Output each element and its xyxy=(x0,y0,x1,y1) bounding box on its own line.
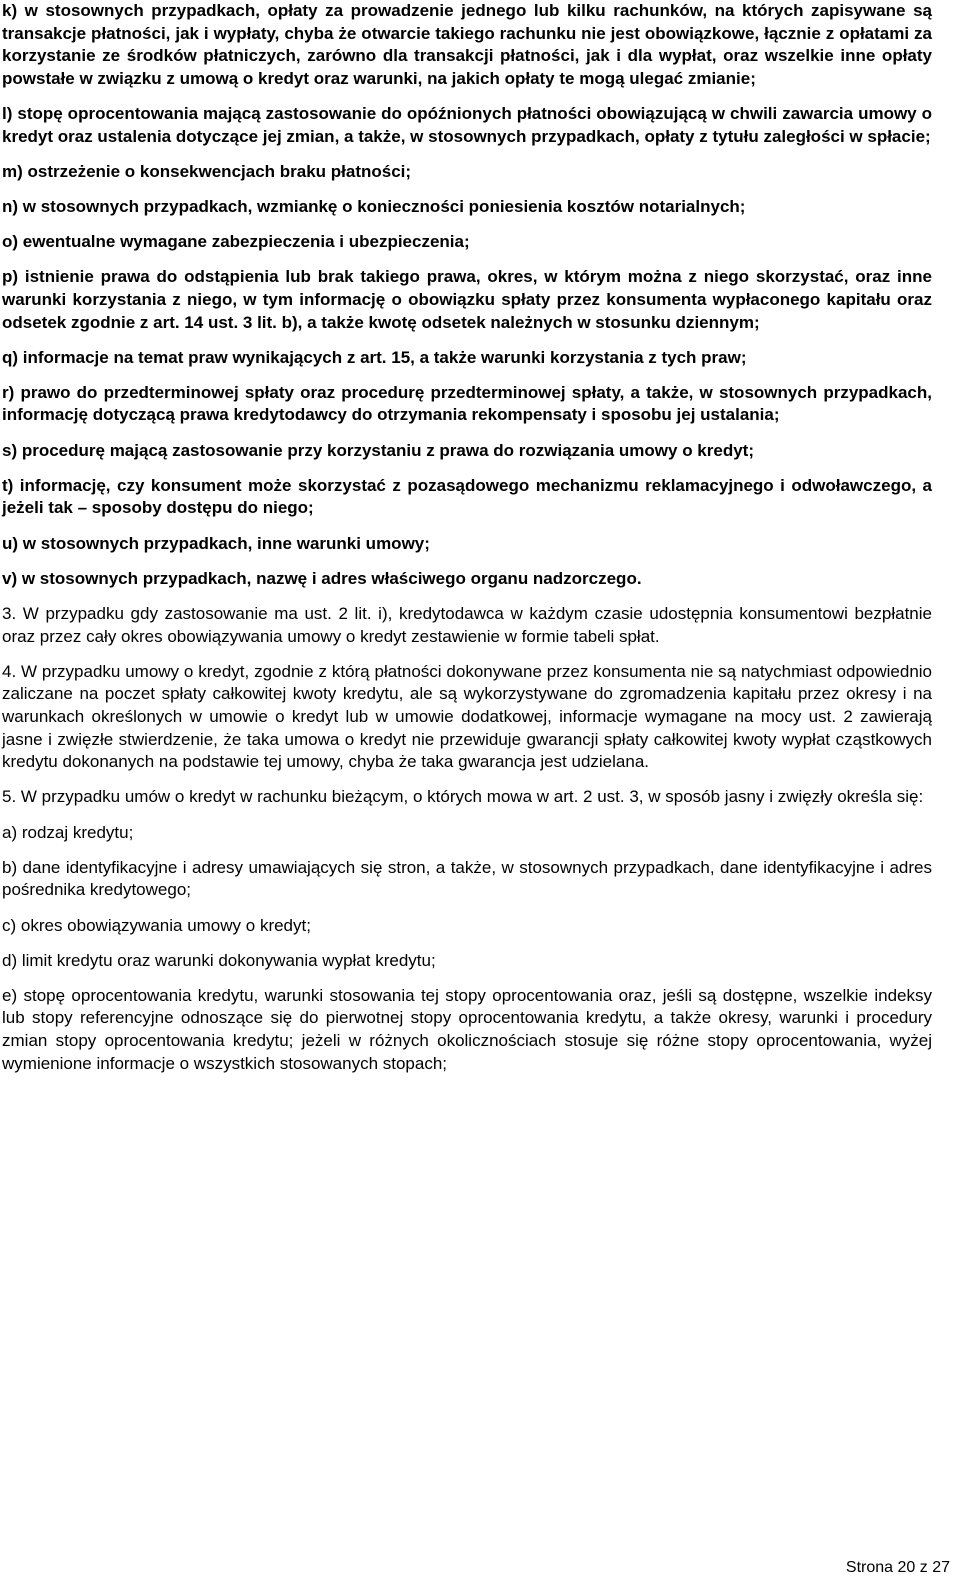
item-q: q) informacje na temat praw wynikających z art. 15, a także warunki korzystania z tych praw; xyxy=(2,347,747,367)
item-b: b) dane identyfikacyjne i adresy umawiających się stron, a także, w stosownych przypadkach, dane identyfikacyjne i adres pośrednika kredytowego; xyxy=(2,857,932,900)
item-v: v) w stosownych przypadkach, nazwę i adres właściwego organu nadzorczego. xyxy=(2,568,642,588)
item-c: c) okres obowiązywania umowy o kredyt; xyxy=(2,915,311,935)
document-page xyxy=(2,0,932,1088)
item-d: d) limit kredytu oraz warunki dokonywania wypłat kredytu; xyxy=(2,950,436,970)
paragraph-3: 3. W przypadku gdy zastosowanie ma ust. 2 lit. i), kredytodawca w każdym czasie udostępnia konsumentowi bezpłatnie oraz przez cały okres obowiązywania umowy o kredyt zestawienie w formie tabeli spłat. xyxy=(2,604,932,646)
item-s: s) procedurę mającą zastosowanie przy korzystaniu z prawa do rozwiązania umowy o kredyt; xyxy=(2,440,754,460)
item-p: p) istnienie prawa do odstąpienia lub brak takiego prawa, okres, w którym można z niego skorzystać, oraz inne warunki korzystania z niego, w tym informację o obowiązku spłaty przez konsumenta wypłaconego kapitału oraz odsetek zgodnie z art. 14 ust. 3 lit. b), a także kwotę odsetek należnych w stosunku dziennym; xyxy=(2,267,932,332)
paragraph-5: 5. W przypadku umów o kredyt w rachunku bieżącym, o których mowa w art. 2 ust. 3, w sposób jasny i zwięzły określa się: xyxy=(2,787,924,807)
item-k: k) w stosownych przypadkach, opłaty za prowadzenie jednego lub kilku rachunków, na których zapisywane są transakcje płatności, jak i wypłaty, chyba że otwarcie takiego rachunku nie jest obowiązkowe, łącznie z opłatami za korzystanie ze środków płatniczych, zarówno dla transakcji płatności, jak i dla wypłat, oraz wszelkie inne opłaty powstałe w związku z umową o kredyt oraz warunki, na jakich opłaty te mogą ulegać zmianie; xyxy=(2,1,932,88)
item-t: t) informację, czy konsument może skorzystać z pozasądowego mechanizmu reklamacyjnego i odwoławczego, a jeżeli tak – sposoby dostępu do niego; xyxy=(2,475,932,518)
item-r: r) prawo do przedterminowej spłaty oraz procedurę przedterminowej spłaty, a także, w stosownych przypadkach, informację dotyczącą prawa kredytodawcy do otrzymania rekompensaty i sposobu jej ustalania; xyxy=(2,382,932,425)
item-m: m) ostrzeżenie o konsekwencjach braku płatności; xyxy=(2,161,412,181)
item-u: u) w stosownych przypadkach, inne warunki umowy; xyxy=(2,533,430,553)
page-number: Strona 20 z 27 xyxy=(845,1559,950,1576)
item-e: e) stopę oprocentowania kredytu, warunki stosowania tej stopy oprocentowania oraz, jeśli są dostępne, wszelkie indeksy lub stopy referencyjne odnoszące się do pierwotnej stopy oprocentowania kredytu, a także okresy, warunki i procedury zmian stopy oprocentowania kredytu; jeżeli w różnych okolicznościach stosuje się różne stopy oprocentowania, wyżej wymienione informacje o wszystkich stosowanych stopach; xyxy=(2,985,932,1073)
item-n: n) w stosownych przypadkach, wzmiankę o konieczności poniesienia kosztów notarialnych; xyxy=(2,196,746,216)
item-l: l) stopę oprocentowania mającą zastosowanie do opóźnionych płatności obowiązującą w chwili zawarcia umowy o kredyt oraz ustalenia dotyczące jej zmian, a także, w stosownych przypadkach, opłaty z tytułu zaległości w spłacie; xyxy=(2,103,932,146)
item-o: o) ewentualne wymagane zabezpieczenia i ubezpieczenia; xyxy=(2,232,470,252)
paragraph-4: 4. W przypadku umowy o kredyt, zgodnie z którą płatności dokonywane przez konsumenta nie są natychmiast odpowiednio zaliczane na poczet spłaty całkowitej kwoty kredytu, ale są wykorzystywane do zgromadzenia kapitału przez okresy i na warunkach określonych w umowie o kredyt lub w umowie dodatkowej, informacje wymagane na mocy ust. 2 zawierają jasne i zwięzłe stwierdzenie, że taka umowa o kredyt nie przewiduje gwarancji spłaty całkowitej kwoty wypłat cząstkowych kredytu dokonanych na podstawie tej umowy, chyba że taka gwarancja jest udzielana. xyxy=(2,661,932,772)
item-a: a) rodzaj kredytu; xyxy=(2,822,134,842)
